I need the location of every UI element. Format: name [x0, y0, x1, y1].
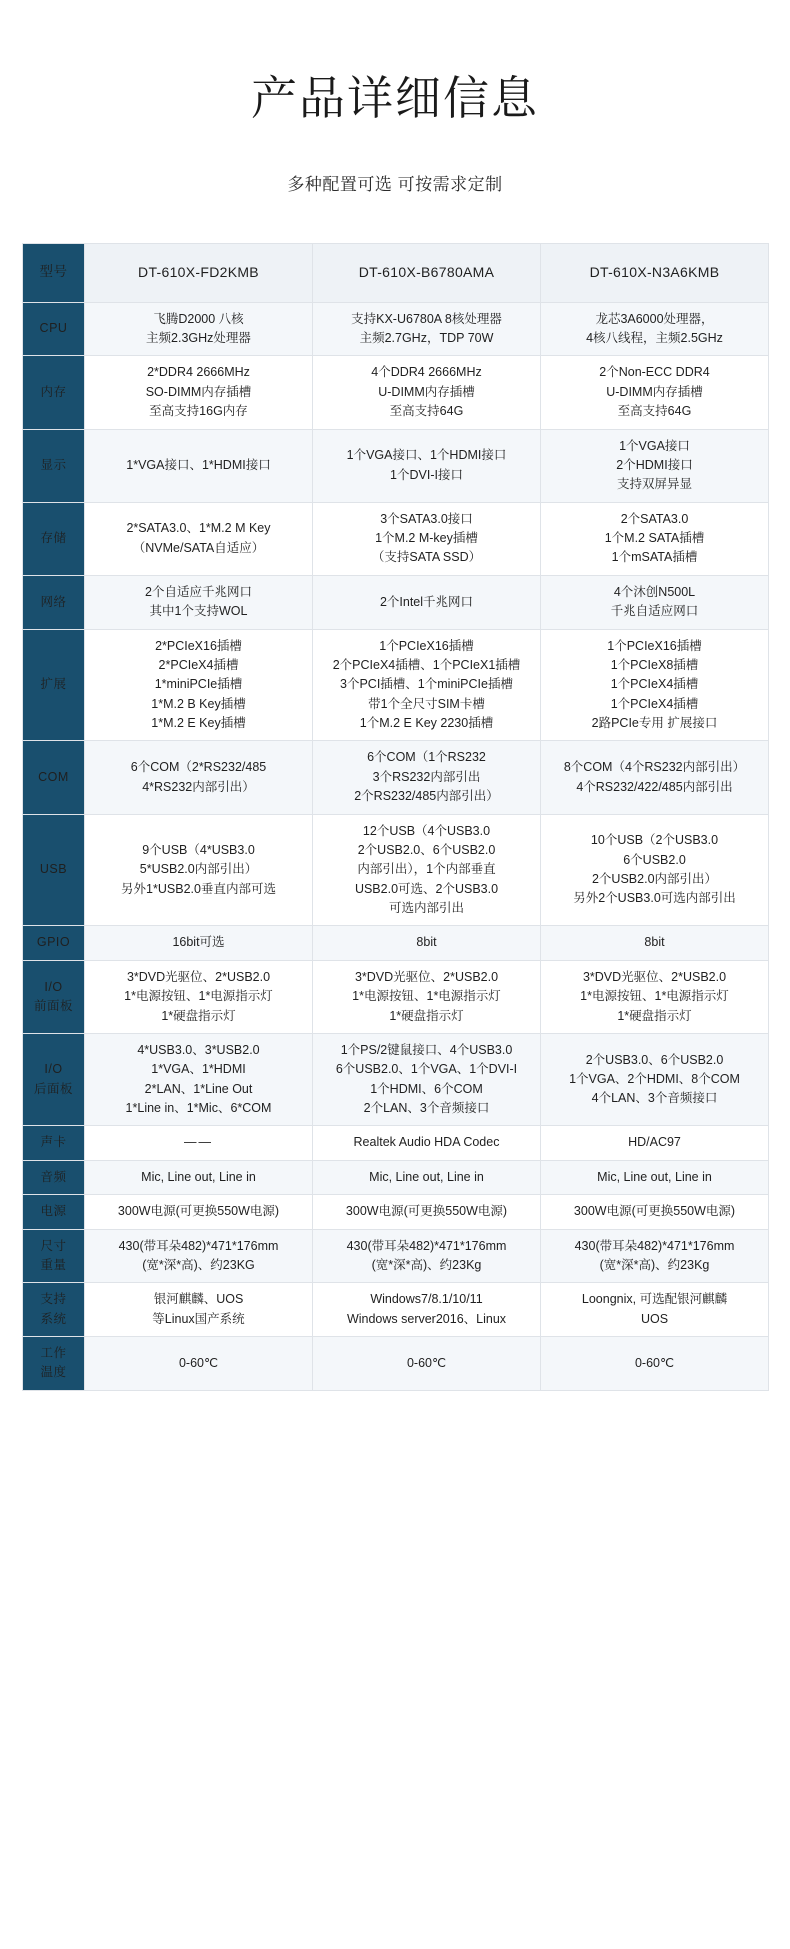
- row-label: 工作 温度: [23, 1337, 85, 1391]
- spec-cell: 430(带耳朵482)*471*176mm (宽*深*高)、约23Kg: [541, 1229, 769, 1283]
- row-label: 电源: [23, 1195, 85, 1229]
- table-row: [23, 741, 769, 814]
- spec-cell: 1个PCIeX16插槽 2个PCIeX4插槽、1个PCIeX1插槽 3个PCI插槽、1个miniPCIe插槽 带1个全尺寸SIM卡槽 1个M.2 E Key 2230插槽: [313, 629, 541, 741]
- table-row: [23, 926, 769, 960]
- spec-cell: 1个VGA接口、1个HDMI接口 1个DVI-I接口: [313, 429, 541, 502]
- row-label: 型号: [23, 244, 85, 303]
- spec-cell: 2个Non-ECC DDR4 U-DIMM内存插槽 至高支持64G: [541, 356, 769, 429]
- spec-cell: 飞腾D2000 八核 主频2.3GHz处理器: [85, 302, 313, 356]
- table-row: [23, 960, 769, 1033]
- spec-cell: HD/AC97: [541, 1126, 769, 1160]
- row-label: 网络: [23, 575, 85, 629]
- spec-cell: Mic, Line out, Line in: [85, 1160, 313, 1194]
- spec-cell: 300W电源(可更换550W电源): [313, 1195, 541, 1229]
- table-row: [23, 1283, 769, 1337]
- spec-cell: 2*PCIeX16插槽 2*PCIeX4插槽 1*miniPCIe插槽 1*M.2 B Key插槽 1*M.2 E Key插槽: [85, 629, 313, 741]
- spec-cell: DT-610X-N3A6KMB: [541, 244, 769, 303]
- row-label: I/O 后面板: [23, 1033, 85, 1126]
- spec-cell: 1*VGA接口、1*HDMI接口: [85, 429, 313, 502]
- spec-cell: 2个SATA3.0 1个M.2 SATA插槽 1个mSATA插槽: [541, 502, 769, 575]
- spec-cell: Loongnix, 可选配银河麒麟 UOS: [541, 1283, 769, 1337]
- row-label: 内存: [23, 356, 85, 429]
- table-row: [23, 356, 769, 429]
- row-label: 显示: [23, 429, 85, 502]
- spec-cell: 4个沐创N500L 千兆自适应网口: [541, 575, 769, 629]
- page-subtitle: 多种配置可选 可按需求定制: [287, 175, 503, 194]
- spec-cell: 支持KX-U6780A 8核处理器 主频2.7GHz，TDP 70W: [313, 302, 541, 356]
- spec-cell: 3*DVD光驱位、2*USB2.0 1*电源按钮、1*电源指示灯 1*硬盘指示灯: [541, 960, 769, 1033]
- spec-cell: 12个USB（4个USB3.0 2个USB2.0、6个USB2.0 内部引出），1个内部垂直 USB2.0可选、2个USB3.0 可选内部引出: [313, 814, 541, 926]
- spec-cell: DT-610X-FD2KMB: [85, 244, 313, 303]
- table-row: [23, 1160, 769, 1194]
- table-row: [23, 629, 769, 741]
- table-row: [23, 1229, 769, 1283]
- spec-cell: 430(带耳朵482)*471*176mm (宽*深*高)、约23Kg: [313, 1229, 541, 1283]
- row-label: USB: [23, 814, 85, 926]
- spec-cell: DT-610X-B6780AMA: [313, 244, 541, 303]
- spec-table: [22, 243, 769, 1391]
- spec-cell: Realtek Audio HDA Codec: [313, 1126, 541, 1160]
- spec-cell: 银河麒麟、UOS 等Linux国产系统: [85, 1283, 313, 1337]
- spec-cell: 8bit: [313, 926, 541, 960]
- spec-cell: 3*DVD光驱位、2*USB2.0 1*电源按钮、1*电源指示灯 1*硬盘指示灯: [85, 960, 313, 1033]
- spec-cell: 2*SATA3.0、1*M.2 M Key （NVMe/SATA自适应）: [85, 502, 313, 575]
- spec-cell: 6个COM（1个RS232 3个RS232内部引出 2个RS232/485内部引出）: [313, 741, 541, 814]
- spec-cell: 2个USB3.0、6个USB2.0 1个VGA、2个HDMI、8个COM 4个LAN、3个音频接口: [541, 1033, 769, 1126]
- spec-cell: 4*USB3.0、3*USB2.0 1*VGA、1*HDMI 2*LAN、1*Line Out 1*Line in、1*Mic、6*COM: [85, 1033, 313, 1126]
- table-row: [23, 1337, 769, 1391]
- spec-cell: 0-60℃: [313, 1337, 541, 1391]
- table-row: [23, 244, 769, 303]
- table-row: [23, 1195, 769, 1229]
- row-label: 支持 系统: [23, 1283, 85, 1337]
- spec-cell: 3*DVD光驱位、2*USB2.0 1*电源按钮、1*电源指示灯 1*硬盘指示灯: [313, 960, 541, 1033]
- spec-cell: 0-60℃: [85, 1337, 313, 1391]
- table-row: [23, 814, 769, 926]
- spec-cell: 4个DDR4 2666MHz U-DIMM内存插槽 至高支持64G: [313, 356, 541, 429]
- spec-cell: 9个USB（4*USB3.0 5*USB2.0内部引出） 另外1*USB2.0垂直内部可选: [85, 814, 313, 926]
- row-label: 存储: [23, 502, 85, 575]
- spec-cell: 10个USB（2个USB3.0 6个USB2.0 2个USB2.0内部引出） 另外2个USB3.0可选内部引出: [541, 814, 769, 926]
- spec-cell: 1个PS/2键鼠接口、4个USB3.0 6个USB2.0、1个VGA、1个DVI-I 1个HDMI、6个COM 2个LAN、3个音频接口: [313, 1033, 541, 1126]
- row-label: 扩展: [23, 629, 85, 741]
- spec-cell: 8个COM（4个RS232内部引出） 4个RS232/422/485内部引出: [541, 741, 769, 814]
- spec-cell: Mic, Line out, Line in: [541, 1160, 769, 1194]
- spec-cell: 300W电源(可更换550W电源): [85, 1195, 313, 1229]
- spec-cell: 2个自适应千兆网口 其中1个支持WOL: [85, 575, 313, 629]
- spec-cell: ——: [85, 1126, 313, 1160]
- spec-cell: 430(带耳朵482)*471*176mm (宽*深*高)、约23KG: [85, 1229, 313, 1283]
- spec-cell: 16bit可选: [85, 926, 313, 960]
- row-label: 音频: [23, 1160, 85, 1194]
- spec-cell: 2个Intel千兆网口: [313, 575, 541, 629]
- spec-cell: 8bit: [541, 926, 769, 960]
- table-row: [23, 302, 769, 356]
- row-label: 声卡: [23, 1126, 85, 1160]
- table-row: [23, 1033, 769, 1126]
- row-label: 尺寸 重量: [23, 1229, 85, 1283]
- spec-cell: 2*DDR4 2666MHz SO-DIMM内存插槽 至高支持16G内存: [85, 356, 313, 429]
- row-label: I/O 前面板: [23, 960, 85, 1033]
- spec-cell: 1个VGA接口 2个HDMI接口 支持双屏异显: [541, 429, 769, 502]
- table-row: [23, 1126, 769, 1160]
- spec-table-wrap: [22, 243, 768, 1391]
- row-label: GPIO: [23, 926, 85, 960]
- spec-cell: 300W电源(可更换550W电源): [541, 1195, 769, 1229]
- spec-cell: 1个PCIeX16插槽 1个PCIeX8插槽 1个PCIeX4插槽 1个PCIeX4插槽 2路PCIe专用 扩展接口: [541, 629, 769, 741]
- table-row: [23, 429, 769, 502]
- table-row: [23, 502, 769, 575]
- row-label: CPU: [23, 302, 85, 356]
- spec-cell: 3个SATA3.0接口 1个M.2 M-key插槽 （支持SATA SSD）: [313, 502, 541, 575]
- page-title: 产品详细信息: [251, 72, 539, 124]
- row-label: COM: [23, 741, 85, 814]
- spec-cell: 龙芯3A6000处理器， 4核八线程，主频2.5GHz: [541, 302, 769, 356]
- table-row: [23, 575, 769, 629]
- spec-cell: Mic, Line out, Line in: [313, 1160, 541, 1194]
- spec-cell: 6个COM（2*RS232/485 4*RS232内部引出）: [85, 741, 313, 814]
- spec-cell: Windows7/8.1/10/11 Windows server2016、Linux: [313, 1283, 541, 1337]
- spec-cell: 0-60℃: [541, 1337, 769, 1391]
